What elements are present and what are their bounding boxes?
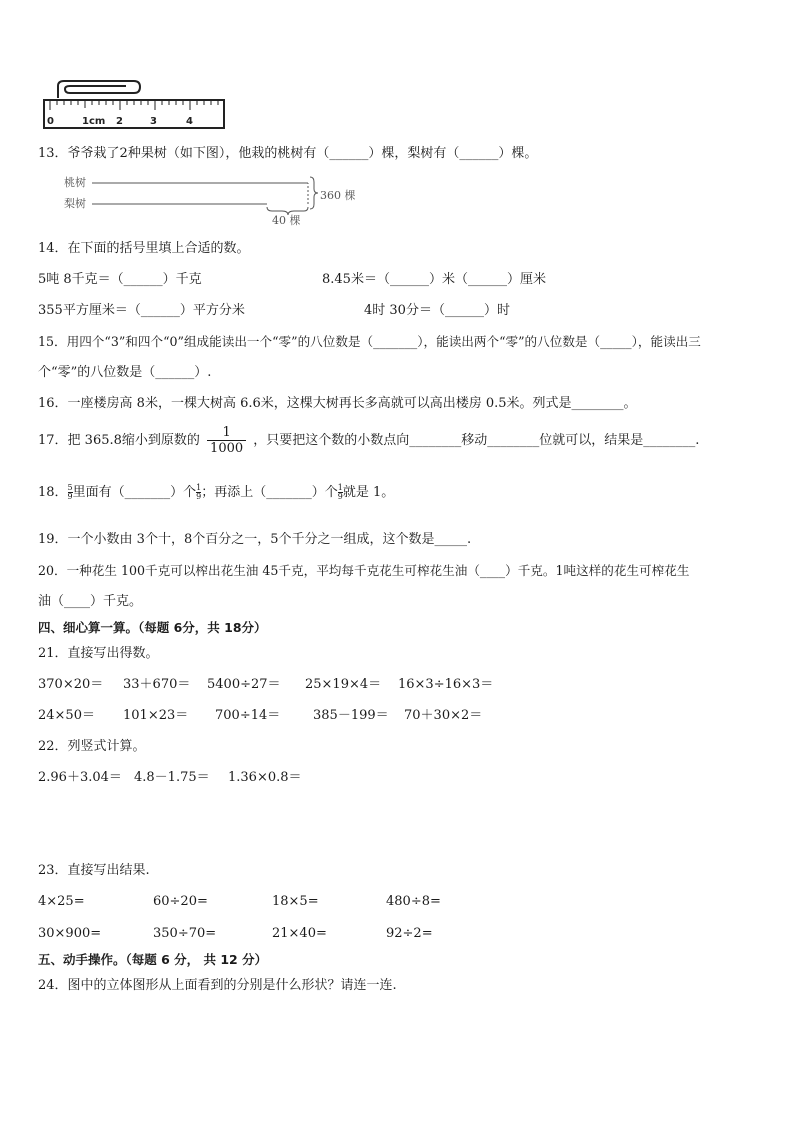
question-20-line1: 20．一种花生 100千克可以榨出花生油 45千克，平均每千克花生可榨花生油（____）千克。1吨这样的花生可榨花生 [38,563,690,578]
q23-r2-c1: 30×900= [38,926,102,941]
question-18 [38,482,394,504]
q18-f1-den: 9 [67,492,73,501]
ruler-figure [42,78,228,130]
q17-after: ，只要把这个数的小数点向________移动________位就可以，结果是________. [253,433,700,448]
q17-denominator: 1000 [210,441,244,456]
ruler-label-2: 2 [116,116,123,127]
q18-f2-num: 1 [196,483,202,492]
q21-r1-c5: 16×3÷16×3＝ [398,677,494,692]
q18-f3-den: 9 [337,492,343,501]
section-5-title: 五、动手操作。（每题 6 分， 共 12 分） [38,952,268,967]
question-15-line2: 个“零”的八位数是（______）. [38,365,212,380]
q22-c2: 4.8－1.75＝ [134,770,210,785]
q21-r2-c4: 385－199＝ [313,708,389,723]
tree-line-diagram [62,172,362,228]
q18-f3-num: 1 [337,483,343,492]
diff-label: 40 棵 [272,214,301,227]
q21-r2-c3: 700÷14＝ [215,708,281,723]
q18-label: 18． [38,485,68,500]
ruler-label-0: 0 [47,116,54,127]
question-14-c: 355平方厘米＝（______）平方分米 [38,303,245,318]
q21-r1-c3: 5400÷27＝ [207,677,281,692]
question-14-title: 14．在下面的括号里填上合适的数。 [38,241,250,256]
q21-r2-c5: 70＋30×2＝ [404,708,483,723]
q18-text-1: 里面有（_______）个 [72,485,197,500]
q18-f1-num: 5 [67,483,73,492]
question-20-line2: 油（____）千克。 [38,594,143,609]
q18-text-3: 就是 1。 [342,485,395,500]
q18-text-2: ；再添上（_______）个 [201,485,338,500]
total-brace [310,177,318,209]
question-22-title: 22．列竖式计算。 [38,739,146,754]
q23-r2-c4: 92÷2= [386,926,433,941]
q23-r1-c3: 18×5= [272,894,319,909]
question-13: 13．爷爷栽了2种果树（如下图），他栽的桃树有（______）棵，梨树有（______）棵。 [38,146,538,161]
q23-r1-c2: 60÷20= [153,894,208,909]
ruler-label-3: 3 [150,116,157,127]
question-24: 24．图中的立体图形从上面看到的分别是什么形状？请连一连. [38,978,397,993]
question-21-title: 21．直接写出得数。 [38,646,159,661]
q23-r2-c3: 21×40= [272,926,327,941]
q22-c1: 2.96＋3.04＝ [38,770,122,785]
q21-r2-c1: 24×50＝ [38,708,95,723]
total-label: 360 棵 [320,189,356,202]
ruler-label-4: 4 [186,116,193,127]
paperclip [58,81,140,98]
question-17 [38,424,699,458]
q21-r1-c2: 33＋670＝ [123,677,191,692]
question-15-line1: 15．用四个“3”和四个“0”组成能读出一个“零”的八位数是（_______），能读出两个“零”的八位数是（_____），能读出三 [38,334,701,349]
q21-r1-c4: 25×19×4＝ [305,677,382,692]
q23-r1-c1: 4×25= [38,894,85,909]
section-4-title: 四、细心算一算。（每题 6分，共 18分） [38,620,267,635]
q17-fraction [207,425,246,456]
q23-r1-c4: 480÷8= [386,894,441,909]
question-14-a: 5吨 8千克＝（______）千克 [38,272,202,287]
peach-label: 桃树 [64,176,86,189]
q17-numerator: 1 [207,425,246,441]
question-16: 16．一座楼房高 8米，一棵大树高 6.6米，这棵大树再长多高就可以高出楼房 0.5米。列式是________。 [38,396,637,411]
pear-label: 梨树 [64,197,86,210]
q21-r1-c1: 370×20＝ [38,677,104,692]
q17-before: 17．把 365.8缩小到原数的 [38,433,200,448]
q22-c3: 1.36×0.8＝ [228,770,302,785]
q18-f2-den: 9 [196,492,202,501]
question-23-title: 23．直接写出结果. [38,863,150,878]
ruler-label-1: 1cm [82,116,106,127]
q23-r2-c2: 350÷70= [153,926,217,941]
q21-r2-c2: 101×23＝ [123,708,189,723]
question-14-b: 8.45米＝（______）米（______）厘米 [322,272,546,287]
question-19: 19．一个小数由 3个十，8个百分之一，5个千分之一组成，这个数是_____. [38,532,472,547]
question-14-d: 4时 30分＝（______）时 [364,303,510,318]
